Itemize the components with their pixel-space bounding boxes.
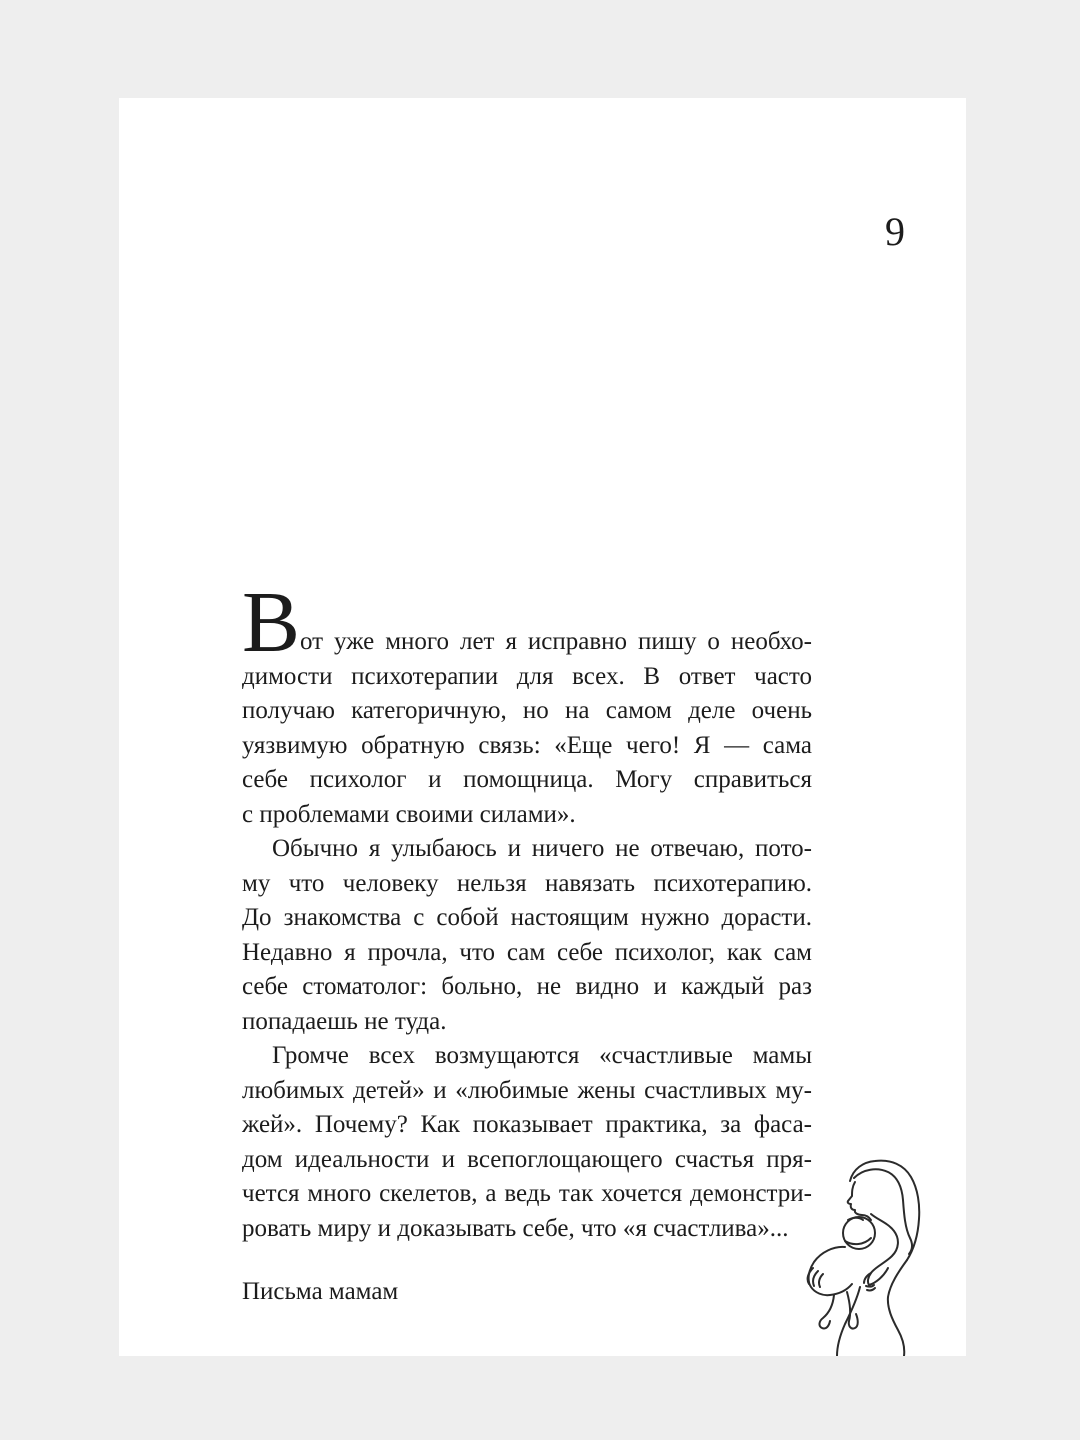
text-line: любимых детей» и «любимые жены счастливых му- xyxy=(242,1076,812,1104)
running-footer: Письма мамам xyxy=(242,1278,399,1305)
hair-inner-line xyxy=(854,1169,912,1254)
mother-baby-illustration xyxy=(800,1156,950,1356)
face-profile-line xyxy=(848,1182,871,1220)
book-page xyxy=(119,98,966,1356)
text-line: димости психотерапии для всех. В ответ часто xyxy=(242,662,812,690)
baby-face-line xyxy=(845,1238,871,1244)
hair-outer-line xyxy=(850,1161,919,1260)
text-line: получаю категоричную, но на самом деле очень xyxy=(242,697,812,724)
page-number: 9 xyxy=(885,209,905,254)
text-line: жей». Почему? Как показывает практика, за фаса- xyxy=(242,1111,812,1138)
text-line: Недавно я прочла, что сам себе психолог, как сам xyxy=(242,938,812,966)
baby-hair-line xyxy=(848,1218,863,1220)
paragraph xyxy=(242,1039,812,1246)
text-line: Громче всех возмущаются «счастливые мамы xyxy=(272,1042,812,1069)
text-line: с проблемами своими силами». xyxy=(242,800,576,828)
text-line: себе психолог и помощница. Могу справиться xyxy=(242,766,812,793)
text-line: До знакомства с собой настоящим нужно дорасти. xyxy=(242,904,812,931)
text-line: от уже много лет я исправно пишу о необхо- xyxy=(300,628,812,655)
body-text xyxy=(242,573,812,1246)
paragraphs xyxy=(242,625,812,1246)
text-line: попадаешь не туда. xyxy=(242,1007,447,1035)
text-line: му что человеку нельзя навязать психотерапию. xyxy=(242,869,812,897)
text-line: дом идеальности и всепоглощающего счастья пря- xyxy=(242,1145,812,1173)
baby-body-line xyxy=(809,1247,852,1295)
text-line: ровать миру и доказывать себе, что «я счастлива»... xyxy=(242,1214,789,1242)
paragraph xyxy=(242,625,812,832)
text-line: чется много скелетов, а ведь так хочется демонстри- xyxy=(242,1180,812,1207)
text-line: Обычно я улыбаюсь и ничего не отвечаю, пото- xyxy=(272,835,812,862)
dress-right-line xyxy=(888,1260,907,1356)
cradling-hand-line xyxy=(808,1268,823,1287)
drop-cap-initial: В xyxy=(242,573,301,670)
paragraph xyxy=(242,832,812,1039)
mother-baby-line-art-svg xyxy=(800,1156,950,1356)
text-line: уязвимую обратную связь: «Еще чего! Я — сама xyxy=(242,731,812,759)
text-line: себе стоматолог: больно, не видно и каждый раз xyxy=(242,973,812,1000)
